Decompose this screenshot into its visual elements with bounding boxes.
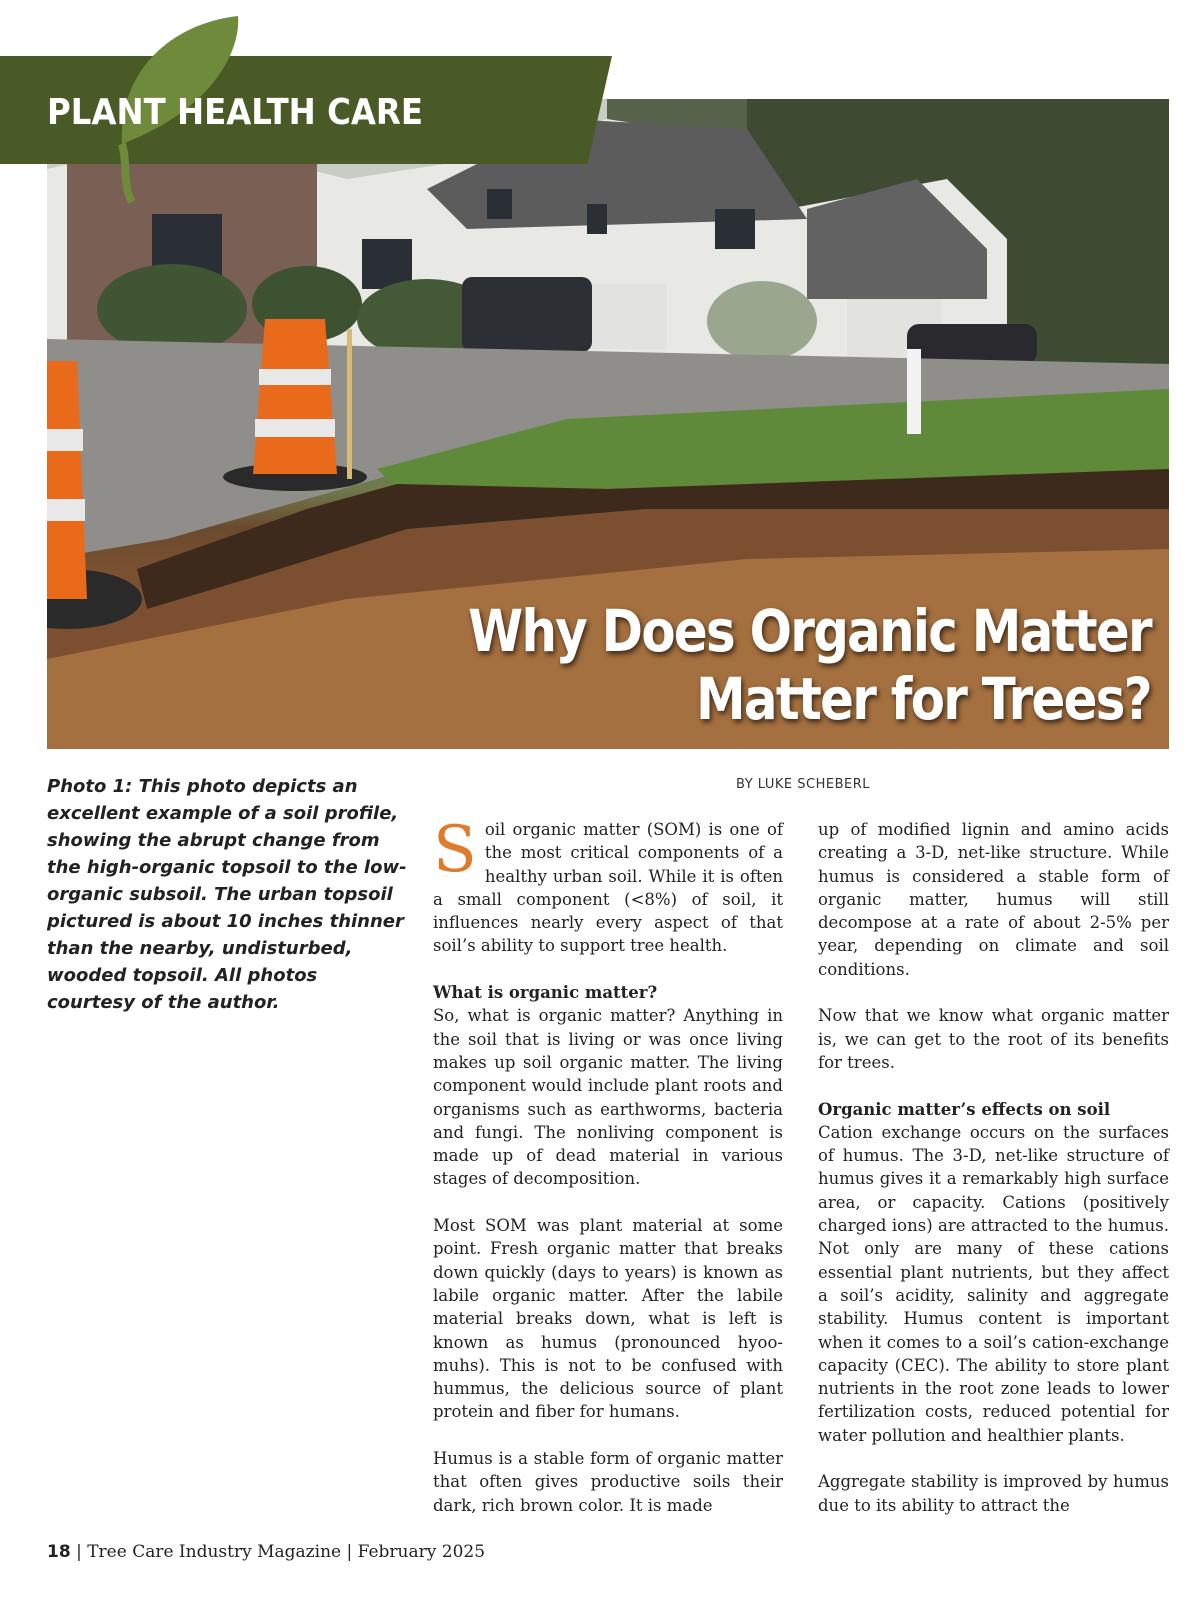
title-line-1: Why Does Organic Matter	[468, 597, 1151, 665]
title-line-2: Matter for Trees?	[696, 665, 1151, 733]
paragraph: Aggregate stability is improved by humus due to its ability to attract the	[818, 1472, 1169, 1515]
subheading: Organic matter’s effects on soil	[818, 1099, 1111, 1119]
section-label: PLANT HEALTH CARE	[47, 92, 424, 133]
page-number: 18	[47, 1542, 71, 1562]
page-footer	[47, 1542, 485, 1562]
article-title	[468, 597, 1151, 733]
paragraph: Soil organic matter (SOM) is one of the most critical components of a healthy urban soil. While it is often a small component (<8%) of soil, it influences nearly every aspect of that soil’s ability to support tree health.	[433, 813, 783, 956]
article-column-2	[818, 818, 1169, 1540]
publication-info: | Tree Care Industry Magazine | February 2025	[70, 1542, 486, 1562]
subheading: What is organic matter?	[433, 983, 658, 1003]
article-column-1	[433, 813, 783, 1540]
byline: BY LUKE SCHEBERL	[736, 777, 870, 792]
paragraph: Most SOM was plant material at some point. Fresh organic matter that breaks down quickly (days to years) is known as labile organic matter. After the labile material breaks down, what is left is known as humus (pronounced hyoo-muhs). This is not to be confused with hummus, the delicious source of plant protein and fiber for humans.	[433, 1216, 783, 1422]
paragraph: Cation exchange occurs on the surfaces of humus. The 3-D, net-like structure of humus gives it a remarkably high surface area, or capacity. Cations (positively charged ions) are attracted to the humus. Not only are many of these cations essential plant nutrients, but they affect a soil’s acidity, salinity and aggregate stability. Humus content is important when it comes to a soil’s cation-exchange capacity (CEC). The ability to store plant nutrients in the root zone leads to lower fertilization costs, reduced potential for water pollution and healthier plants.	[818, 1122, 1169, 1445]
paragraph: Humus is a stable form of organic matter that often gives productive soils their dark, rich brown color. It is made	[433, 1449, 783, 1515]
paragraph: Now that we know what organic matter is, we can get to the root of its benefits for trees.	[818, 1006, 1169, 1072]
paragraph: So, what is organic matter? Anything in the soil that is living or was once living makes up soil organic matter. The living component would include plant roots and organisms such as earthworms, bacteria and fungi. The nonliving component is made up of dead material in various stages of decomposition.	[433, 1006, 783, 1189]
drop-cap: S	[433, 813, 477, 887]
paragraph: up of modified lignin and amino acids creating a 3-D, net-like structure. While humus is considered a stable form of organic matter, humus will still decompose at a rate of about 2-5% per year, depending on climate and soil conditions.	[818, 820, 1169, 979]
photo-caption: Photo 1: This photo depicts an excellent example of a soil profile, showing the abrupt change from the high-organic topsoil to the low-organic subsoil. The urban topsoil pictured is about 10 inches thinner than the nearby, undisturbed, wooded topsoil. All photos courtesy of the author.	[47, 776, 407, 1013]
